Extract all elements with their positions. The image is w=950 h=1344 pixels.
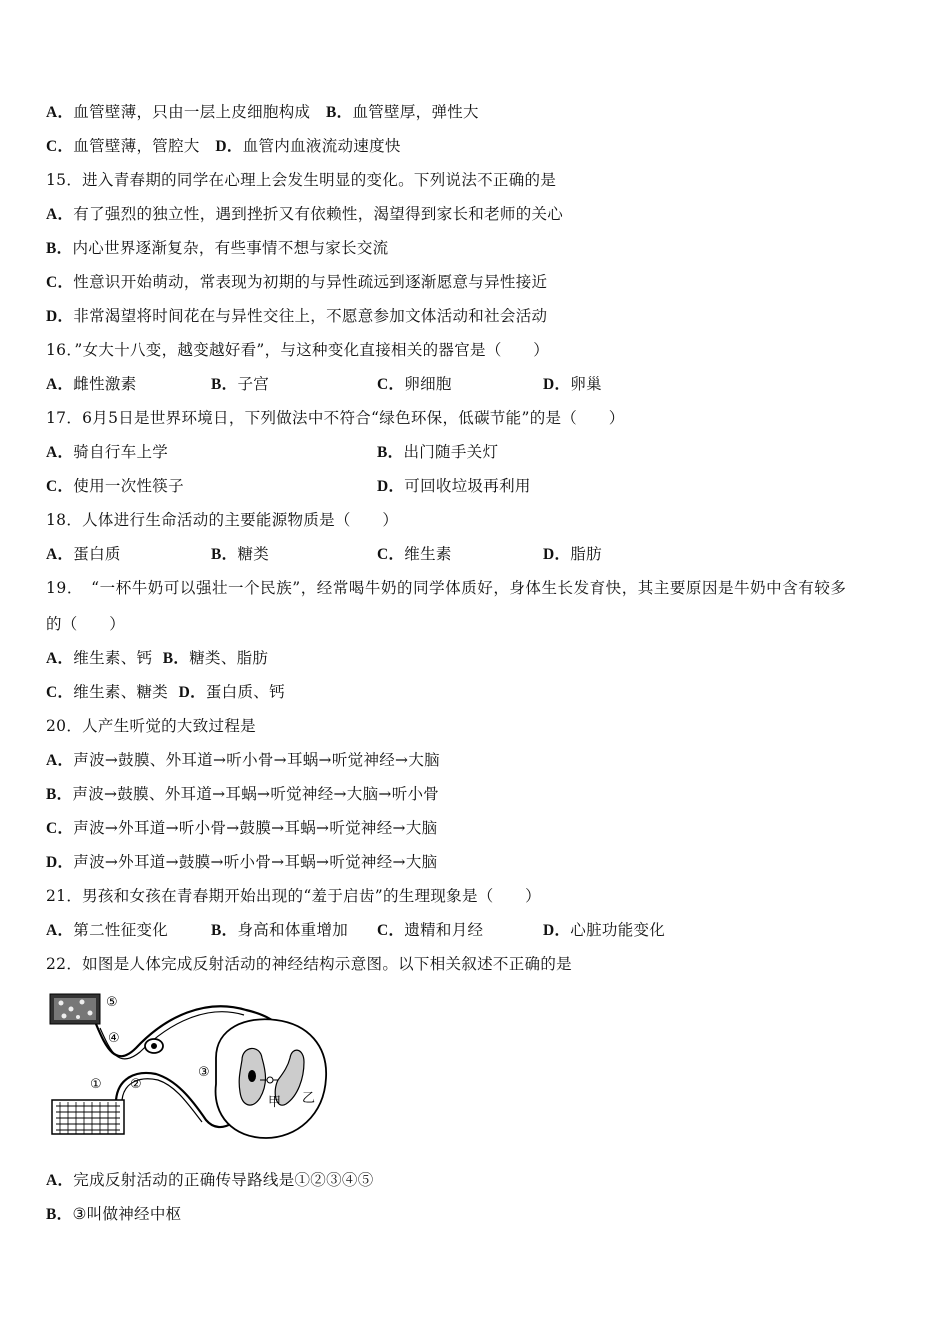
q19-option-a: 维生素、钙 bbox=[73, 649, 153, 667]
q21-option-b: B．身高和体重增加 bbox=[211, 921, 349, 939]
q14-options-row1: A．血管壁薄，只由一层上皮细胞构成 B．血管壁厚，弹性大 bbox=[46, 103, 479, 121]
q18-option-c: C．维生素 bbox=[377, 545, 452, 563]
q18-option-a: A．蛋白质 bbox=[46, 545, 121, 563]
q22-stem: 22．如图是人体完成反射活动的神经结构示意图。以下相关叙述不正确的是 bbox=[46, 955, 572, 973]
q20-option-b: B．声波→鼓膜、外耳道→耳蜗→听觉神经→大脑→听小骨 bbox=[46, 785, 440, 803]
label-jia: 甲 bbox=[268, 1095, 282, 1110]
q19-options-row1: A．维生素、钙 B．糖类、脂肪 bbox=[46, 649, 269, 667]
q19-stem-line1: 19． “一杯牛奶可以强壮一个民族”，经常喝牛奶的同学体质好，身体生长发育快，其主要原因是牛奶中含有较多 bbox=[46, 579, 847, 597]
q18-option-b: B．糖类 bbox=[211, 545, 270, 563]
q16-option-d: D．卵巢 bbox=[543, 375, 602, 393]
q14-options-row2: C．血管壁薄，管腔大 D．血管内血液流动速度快 bbox=[46, 137, 401, 155]
q19-option-c: 维生素、糖类 bbox=[73, 683, 169, 701]
q15-option-c: C．性意识开始萌动，常表现为初期的与异性疏远到逐渐愿意与异性接近 bbox=[46, 273, 548, 291]
reflex-arc-figure bbox=[46, 988, 336, 1146]
receptor-skin-block bbox=[50, 994, 100, 1024]
label-2: ② bbox=[130, 1077, 142, 1092]
q20-option-a: A．声波→鼓膜、外耳道→听小骨→耳蜗→听觉神经→大脑 bbox=[46, 751, 440, 769]
q17-option-c: C．使用一次性筷子 bbox=[46, 477, 184, 495]
q15-option-a: A．有了强烈的独立性，遇到挫折又有依赖性，渴望得到家长和老师的关心 bbox=[46, 205, 564, 223]
spinal-cord-section bbox=[216, 1019, 327, 1138]
q21-stem: 21．男孩和女孩在青春期开始出现的“羞于启齿”的生理现象是（ ） bbox=[46, 887, 541, 905]
q17-option-a: A．骑自行车上学 bbox=[46, 443, 169, 461]
q15-option-b: B．内心世界逐渐复杂，有些事情不想与家长交流 bbox=[46, 239, 389, 257]
q20-option-c: C．声波→外耳道→听小骨→鼓膜→耳蜗→听觉神经→大脑 bbox=[46, 819, 438, 837]
q19-option-b: 糖类、脂肪 bbox=[189, 649, 269, 667]
q21-option-a: A．第二性征变化 bbox=[46, 921, 169, 939]
q14-option-b: 血管壁厚，弹性大 bbox=[352, 103, 479, 121]
q14-option-d: 血管内血液流动速度快 bbox=[242, 137, 401, 155]
q16-option-b: B．子宫 bbox=[211, 375, 270, 393]
q19-stem-line2: 的（ ） bbox=[46, 615, 126, 633]
q22-option-b: B．③叫做神经中枢 bbox=[46, 1205, 182, 1223]
q19-options-row2: C．维生素、糖类 D．蛋白质、钙 bbox=[46, 683, 285, 701]
q17-stem: 17．6月5日是世界环境日，下列做法中不符合“绿色环保，低碳节能”的是（ ） bbox=[46, 409, 625, 427]
q14-option-c: 血管壁薄，管腔大 bbox=[73, 137, 200, 155]
q14-option-a: 血管壁薄，只由一层上皮细胞构成 bbox=[73, 103, 311, 121]
label-5: ⑤ bbox=[106, 995, 118, 1010]
q18-stem: 18．人体进行生命活动的主要能源物质是（ ） bbox=[46, 511, 399, 529]
q16-stem: 16．”女大十八变，越变越好看”，与这种变化直接相关的器官是（ ） bbox=[46, 341, 550, 359]
q17-option-b: B．出门随手关灯 bbox=[377, 443, 499, 461]
q22-option-a: A．完成反射活动的正确传导路线是①②③④⑤ bbox=[46, 1171, 374, 1189]
label-3: ③ bbox=[198, 1065, 210, 1080]
label-yi: 乙 bbox=[302, 1091, 316, 1106]
effector-muscle-block bbox=[52, 1100, 124, 1134]
q16-option-a: A．雌性激素 bbox=[46, 375, 137, 393]
label-1: ① bbox=[90, 1077, 102, 1092]
label-4: ④ bbox=[108, 1031, 120, 1046]
q18-option-d: D．脂肪 bbox=[543, 545, 602, 563]
q21-option-d: D．心脏功能变化 bbox=[543, 921, 666, 939]
q19-option-d: 蛋白质、钙 bbox=[205, 683, 285, 701]
q20-stem: 20．人产生听觉的大致过程是 bbox=[46, 717, 256, 735]
q15-stem: 15．进入青春期的同学在心理上会发生明显的变化。下列说法不正确的是 bbox=[46, 171, 557, 189]
q16-option-c: C．卵细胞 bbox=[377, 375, 452, 393]
q17-option-d: D．可回收垃圾再利用 bbox=[377, 477, 531, 495]
q21-option-c: C．遗精和月经 bbox=[377, 921, 484, 939]
q15-option-d: D．非常渴望将时间花在与异性交往上，不愿意参加文体活动和社会活动 bbox=[46, 307, 548, 325]
q20-option-d: D．声波→外耳道→鼓膜→听小骨→耳蜗→听觉神经→大脑 bbox=[46, 853, 438, 871]
